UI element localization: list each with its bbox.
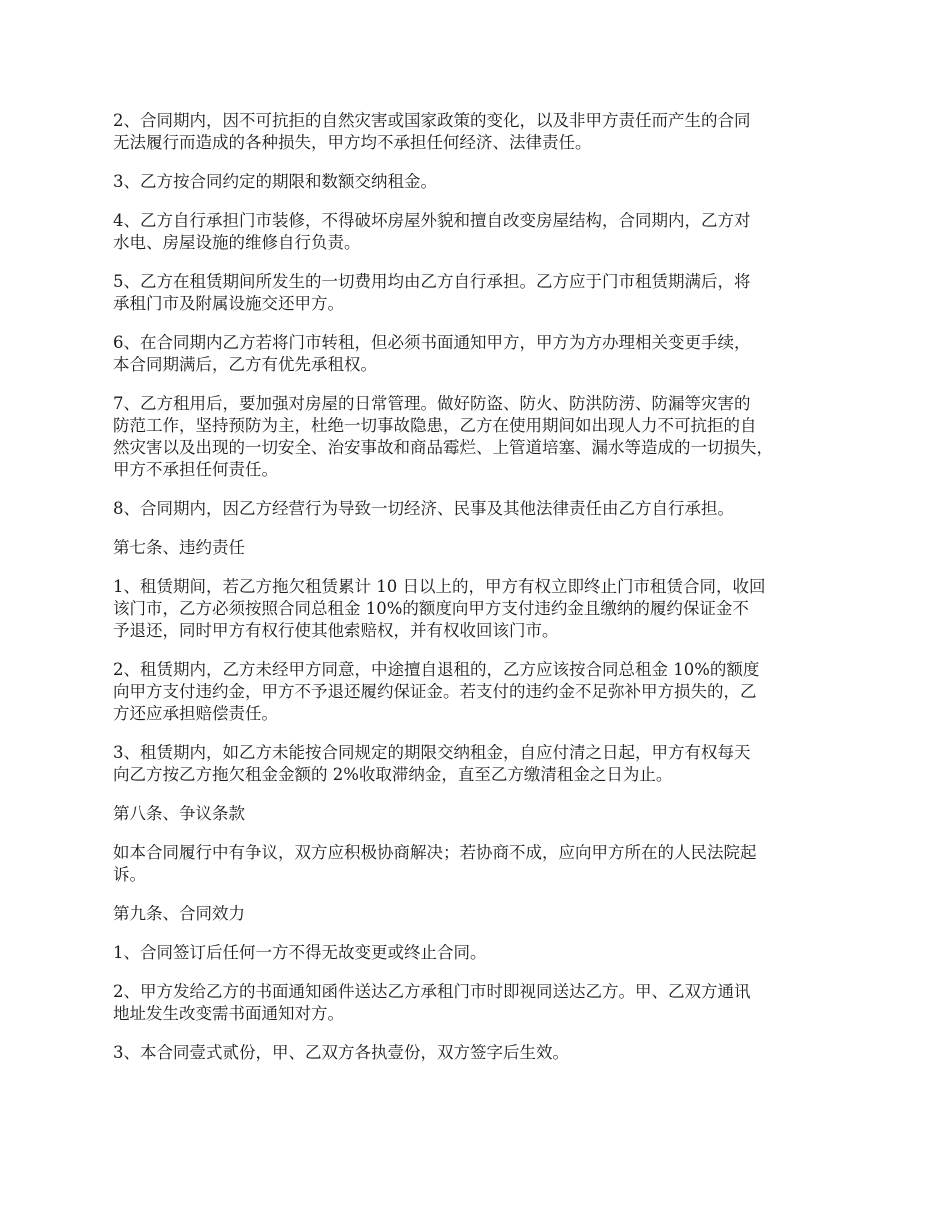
section-heading: 第九条、合同效力 <box>113 904 245 923</box>
clause-paragraph: 8、合同期内，因乙方经营行为导致一切经济、民事及其他法律责任由乙方自行承担。 <box>113 499 734 518</box>
clause-paragraph: 3、本合同壹式贰份，甲、乙双方各执壹份，双方签字后生效。 <box>113 1043 569 1062</box>
clause-paragraph: 3、乙方按合同约定的期限和数额交纳租金。 <box>113 172 437 191</box>
clause-paragraph: 1、租赁期间，若乙方拖欠租赁累计 10 日以上的，甲方有权立即终止门市租赁合同，收回 该门市，乙方必须按照合同总租金 10%的额度向甲方支付违约金且缴纳的履约保证金不 予退还，同时甲方有权行使其他索赔权，并有权收回该门市。 <box>113 577 766 640</box>
clause-paragraph: 3、租赁期内，如乙方未能按合同规定的期限交纳租金，自应付清之日起，甲方有权每天 向乙方按乙方拖欠租金金额的 2%收取滞纳金，直至乙方缴清租金之日为止。 <box>113 743 751 784</box>
clause-paragraph: 7、乙方租用后，要加强对房屋的日常管理。做好防盗、防火、防洪防涝、防漏等灾害的 防范工作，坚持预防为主，杜绝一切事故隐患，乙方在使用期间如出现人力不可抗拒的自 然灾害以及出现的一切安全、治安事故和商品霉烂、上管道培塞、漏水等造成的一切损失， 甲方不承担任何责任。 <box>113 394 773 479</box>
section-heading: 第七条、违约责任 <box>113 538 245 557</box>
clause-paragraph: 2、合同期内，因不可抗拒的自然灾害或国家政策的变化，以及非甲方责任而产生的合同 无法履行而造成的各种损失，甲方均不承担任何经济、法律责任。 <box>113 111 751 152</box>
clause-paragraph: 2、租赁期内，乙方未经甲方同意，中途擅自退租的，乙方应该按合同总租金 10%的额度 向甲方支付违约金，甲方不予退还履约保证金。若支付的违约金不足弥补甲方损失的，乙 方还应承担赔偿责任。 <box>113 660 760 723</box>
clause-paragraph: 2、甲方发给乙方的书面通知函件送达乙方承租门市时即视同送达乙方。甲、乙双方通讯 地址发生改变需书面通知对方。 <box>113 982 751 1023</box>
section-heading: 第八条、争议条款 <box>113 804 245 823</box>
document-page <box>113 110 853 1081</box>
clause-paragraph: 1、合同签订后任何一方不得无故变更或终止合同。 <box>113 943 487 962</box>
clause-paragraph: 5、乙方在租赁期间所发生的一切费用均由乙方自行承担。乙方应于门市租赁期满后，将 承租门市及附属设施交还甲方。 <box>113 272 751 313</box>
clause-paragraph: 4、乙方自行承担门市装修，不得破坏房屋外貌和擅自改变房屋结构，合同期内，乙方对 水电、房屋设施的维修自行负责。 <box>113 211 751 252</box>
clause-paragraph: 6、在合同期内乙方若将门市转租，但必须书面通知甲方，甲方为方办理相关变更手续， 本合同期满后，乙方有优先承租权。 <box>113 333 751 374</box>
clause-paragraph: 如本合同履行中有争议，双方应积极协商解决；若协商不成，应向甲方所在的人民法院起 诉。 <box>113 843 757 884</box>
